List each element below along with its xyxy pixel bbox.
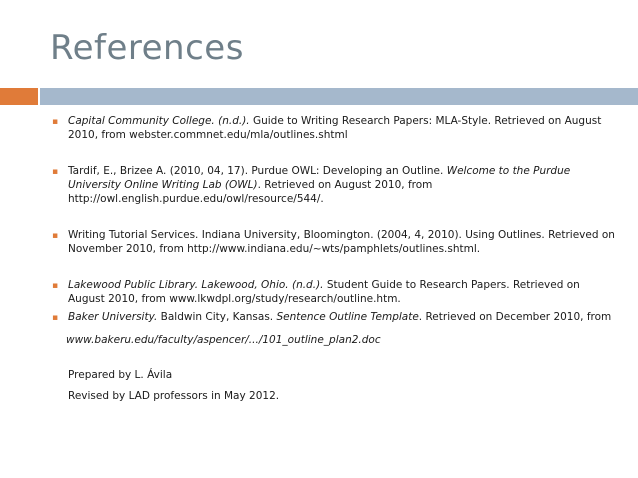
slide-title: References	[50, 28, 244, 68]
reference-text: . Retrieved on August 2010, from http://owl.english.purdue.edu/owl/resource/544/.	[68, 179, 433, 205]
reference-source: Baker University.	[68, 311, 158, 323]
reference-item	[52, 164, 616, 206]
bullet-icon: ▪	[52, 167, 59, 177]
prepared-by: Prepared by L. Ávila	[68, 369, 173, 381]
bullet-icon: ▪	[52, 231, 59, 241]
bullet-icon: ▪	[52, 313, 59, 323]
reference-item	[52, 278, 616, 306]
reference-source: Capital Community College. (n.d.).	[68, 115, 250, 127]
reference-item	[52, 114, 616, 142]
reference-url: www.bakeru.edu/faculty/aspencer/.../101_outline_plan2.doc	[66, 334, 381, 346]
reference-text: Writing Tutorial Services. Indiana University, Bloomington. (2004, 4, 2010). Using Outlines. Retrieved on November 2010, from http://www.indiana.edu/~wts/pamphlets/outlines.shtml.	[68, 229, 615, 255]
revised-by: Revised by LAD professors in May 2012.	[68, 390, 280, 402]
reference-source: Lakewood Public Library. Lakewood, Ohio. (n.d.).	[68, 279, 324, 291]
reference-text: Baldwin City, Kansas.	[157, 311, 277, 323]
title-underline-bar	[40, 88, 638, 105]
reference-title: Sentence Outline Template	[276, 311, 419, 323]
reference-item	[52, 228, 616, 256]
reference-source: Welcome to the Purdue University Online Writing Lab (OWL)	[68, 165, 571, 191]
reference-text: Guide to Writing Research Papers: MLA-Style. Retrieved on August 2010, from webster.commnet.edu/mla/outlines.shtml	[68, 115, 602, 141]
reference-text: Student Guide to Research Papers. Retrieved on August 2010, from www.lkwdpl.org/study/research/outline.htm.	[68, 279, 580, 305]
accent-bar	[0, 88, 38, 105]
reference-text: Tardif, E., Brizee A. (2010, 04, 17). Purdue OWL: Developing an Outline.	[68, 165, 447, 177]
bullet-icon: ▪	[52, 281, 59, 291]
reference-item	[52, 310, 616, 324]
bullet-icon: ▪	[52, 117, 59, 127]
reference-text: . Retrieved on December 2010, from	[418, 311, 612, 323]
